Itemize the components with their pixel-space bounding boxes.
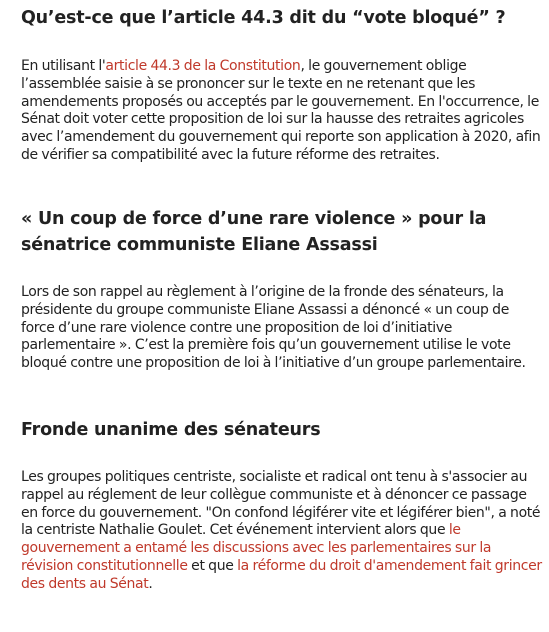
section-heading-fronde: Fronde unanime des sénateurs [21, 420, 321, 440]
paragraph-text: En utilisant l' [21, 58, 106, 74]
paragraph-text: . [148, 575, 153, 592]
droit-amendement-link[interactable]: la réforme du droit d'amendement fait grincer des dents au Sénat [21, 557, 542, 592]
article-44-3-link[interactable]: article 44.3 de la Constitution [105, 58, 301, 74]
paragraph-text: Les groupes politiques centriste, socialiste et radical ont tenu à s'associer au rappel au réglement de leur collègue communiste et à dénoncer ce passage en force du gouvernement. "On confond légiférer vite et légiférer bien", a noté la centriste Nathalie Goulet. Cet événement intervient alors que [21, 469, 541, 539]
section-paragraph-coup-de-force [21, 284, 543, 373]
revision-constitutionnelle-link[interactable]: le gouvernement a entamé les discussions avec les parlementaires sur la révision constitutionnelle [21, 522, 492, 574]
section-heading-coup-de-force: « Un coup de force d’une rare violence » pour la sénatrice communiste Eliane Assassi [21, 209, 487, 255]
section-paragraph-vote-bloque [21, 58, 543, 165]
paragraph-text: Lors de son rappel au règlement à l’origine de la fronde des sénateurs, la présidente du groupe communiste Eliane Assassi a dénoncé « un coup de force d’une rare violence contre une proposition de loi d’initiative parlementaire ». C’est la première fois qu’un gouvernement utilise le vote bloqué contre une proposition de loi à l’initiative d’un groupe parlementaire. [21, 284, 526, 372]
section-paragraph-fronde [21, 469, 543, 594]
section-heading-vote-bloque: Qu’est-ce que l’article 44.3 dit du “vote bloqué” ? [21, 8, 506, 28]
paragraph-text: , le gouvernement oblige l’assemblée saisie à se prononcer sur le texte en ne retenant que les amendements proposés ou acceptés par le gouvernement. En l'occurrence, le Sénat doit voter cette proposition de loi sur la hausse des retraites agricoles avec l’amendement du gouvernement qui reporte son application à 2020, afin de vérifier sa compatibilité avec la future réforme des retraites. [21, 58, 541, 163]
paragraph-text: et que [187, 557, 238, 574]
